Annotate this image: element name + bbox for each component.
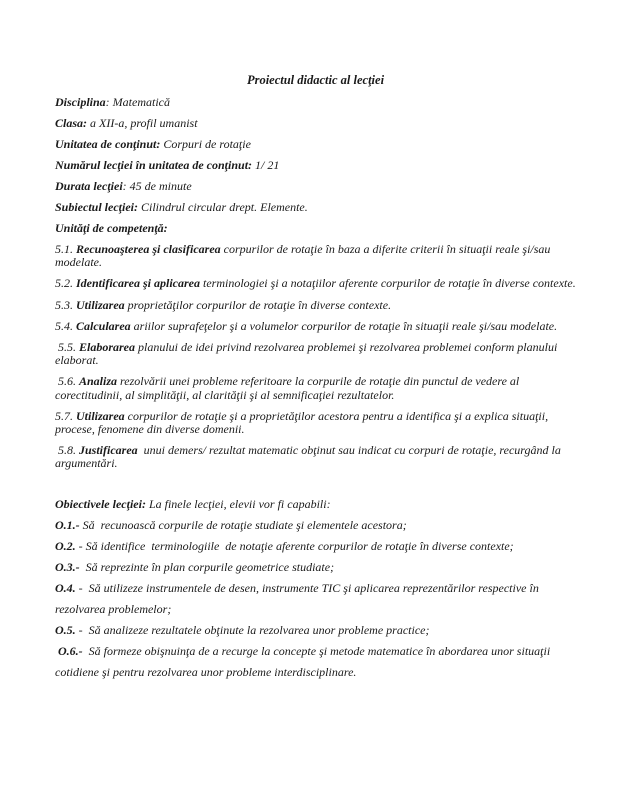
objective-item-o3 xyxy=(55,557,576,578)
objectives-heading-label: Obiectivele lecţiei: xyxy=(55,496,146,511)
meta-label: Numărul lecţiei în unitatea de conţinut: xyxy=(55,158,253,172)
competency-text: corpurilor de rotaţie în baza a diferite criterii în situaţii reale şi/sau modelate. xyxy=(55,242,554,270)
competency-number: 5.2. xyxy=(55,276,76,291)
objective-text: Să formeze obişnuinţa de a recurge la concepte şi metode matematice în abordarea unor situaţii cotidiene şi pentru rezolvarea unor probleme interdisciplinare. xyxy=(55,643,554,679)
page-title: Proiectul didactic al lecţiei xyxy=(246,73,385,87)
competency-text: proprietăţilor corpurilor de rotaţie în diverse contexte. xyxy=(124,297,392,312)
competency-item-5-3 xyxy=(55,299,576,312)
objective-number: O.5. xyxy=(55,622,76,637)
meta-label: Unitatea de conţinut: xyxy=(55,137,161,151)
objective-item-o2 xyxy=(55,536,576,557)
meta-line-durata xyxy=(55,179,576,193)
meta-section xyxy=(55,95,576,235)
objective-number: O.6.- xyxy=(55,643,83,658)
meta-value: Cilindrul circular drept. Elemente. xyxy=(138,200,308,214)
objective-item-o4 xyxy=(55,578,576,620)
meta-line-subiectul xyxy=(55,200,576,214)
meta-line-disciplina xyxy=(55,95,576,109)
competency-verb: Calcularea xyxy=(76,318,131,333)
competency-verb: Analiza xyxy=(79,374,118,389)
objective-text: Să recunoască corpurile de rotaţie studiate şi elementele acestora; xyxy=(79,517,407,532)
meta-line-numarul xyxy=(55,158,576,172)
meta-label: Durata lecţiei xyxy=(55,179,123,193)
competency-item-5-5 xyxy=(55,341,576,367)
meta-label: Unităţi de competenţă: xyxy=(55,221,168,235)
meta-line-unitati-competenta xyxy=(55,221,576,235)
competency-number: 5.8. xyxy=(55,443,79,458)
competency-number: 5.7. xyxy=(55,408,76,423)
meta-line-clasa xyxy=(55,116,576,130)
objective-text: - Să analizeze rezultatele obţinute la rezolvarea unor probleme practice; xyxy=(75,622,430,637)
competencies-section xyxy=(55,243,576,471)
meta-value: Corpuri de rotaţie xyxy=(160,137,251,151)
competency-number: 5.3. xyxy=(55,297,76,312)
competency-number: 5.6. xyxy=(55,374,79,389)
competency-number: 5.5. xyxy=(55,340,79,355)
meta-label: Subiectul lecţiei: xyxy=(55,200,138,214)
meta-value: : Matematică xyxy=(105,95,170,109)
competency-verb: Utilizarea xyxy=(76,297,125,312)
competency-item-5-4 xyxy=(55,320,576,333)
meta-label: Disciplina xyxy=(55,95,106,109)
objective-number: O.2. xyxy=(55,538,76,553)
competency-text: terminologiei şi a notaţiilor aferente corpurilor de rotaţie în diverse contexte. xyxy=(199,276,576,291)
objective-text: - Să identifice terminologiile de notaţie aferente corpurilor de rotaţie în diverse contexte; xyxy=(75,538,514,553)
objectives-heading xyxy=(55,494,576,515)
objective-text: - Să utilizeze instrumentele de desen, instrumente TIC şi aplicarea reprezentărilor respective în rezolvarea problemelor; xyxy=(55,580,542,616)
objective-number: O.3.- xyxy=(55,559,80,574)
meta-value: 1/ 21 xyxy=(252,158,280,172)
competency-verb: Identificarea şi aplicarea xyxy=(76,276,200,291)
competency-text: corpurilor de rotaţie şi a proprietăţilor acestora pentru a identifica şi a explica situaţii, procese, fenomene din diverse domenii. xyxy=(55,408,552,437)
meta-value: : 45 de minute xyxy=(122,179,192,193)
objective-item-o6 xyxy=(55,641,576,683)
objectives-section xyxy=(55,494,576,683)
competency-item-5-7 xyxy=(55,410,576,436)
objective-number: O.1.- xyxy=(55,517,80,532)
competency-text: ariilor suprafeţelor şi a volumelor corpurilor de rotaţie în situaţii reale şi/sau modelate. xyxy=(130,318,558,333)
competency-text: rezolvării unei probleme referitoare la corpurile de rotaţie din punctul de vedere al corectitudinii, al simplităţii, al clarităţii şi al semnificaţiei rezultatelor. xyxy=(55,374,523,402)
competency-text: unui demers/ rezultat matematic obţinut sau indicat cu corpuri de rotaţie, recurgând la argumentări. xyxy=(55,443,564,471)
competency-number: 5.1. xyxy=(55,242,76,256)
meta-line-unitatea xyxy=(55,137,576,151)
competency-verb: Elaborarea xyxy=(79,340,136,355)
competency-verb: Recunoaşterea şi clasificarea xyxy=(76,242,221,256)
competency-verb: Utilizarea xyxy=(76,408,125,423)
objective-number: O.4. xyxy=(55,580,76,595)
objective-item-o5 xyxy=(55,620,576,641)
competency-text: planului de idei privind rezolvarea problemei şi rezolvarea problemei conform planului elaborat. xyxy=(55,340,561,368)
competency-verb: Justificarea xyxy=(79,443,138,458)
objective-text: Să reprezinte în plan corpurile geometrice studiate; xyxy=(79,559,335,574)
competency-item-5-2 xyxy=(55,277,576,290)
objectives-heading-text: La finele lecţiei, elevii vor fi capabili: xyxy=(145,496,331,511)
competency-item-5-6 xyxy=(55,375,576,401)
competency-number: 5.4. xyxy=(55,318,76,333)
objective-item-o1 xyxy=(55,515,576,536)
competency-item-5-8 xyxy=(55,444,576,470)
meta-label: Clasa: xyxy=(55,116,88,130)
competency-item-5-1 xyxy=(55,243,576,269)
meta-value: a XII-a, profil umanist xyxy=(87,116,198,130)
